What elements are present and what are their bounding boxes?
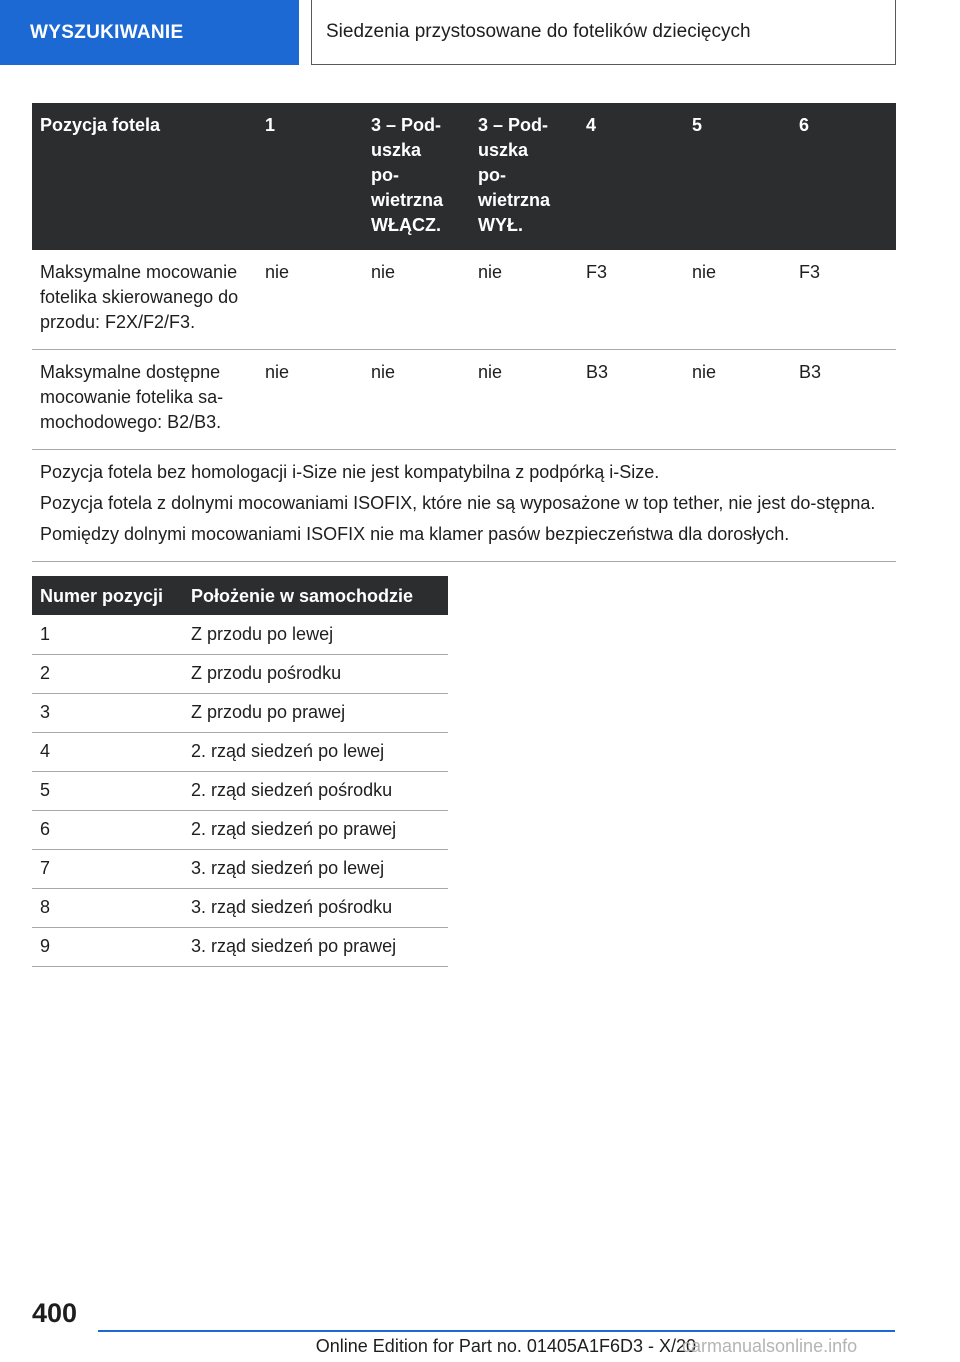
footer-divider — [98, 1330, 895, 1332]
header-cell-5: 5 — [684, 103, 791, 250]
section-title: Siedzenia przystosowane do fotelików dziecięcych — [326, 21, 751, 42]
section-title-bar — [311, 0, 896, 65]
edition-text: Online Edition for Part no. 01405A1F6D3 - X/20 — [315, 1336, 696, 1356]
header-cell-1: 1 — [257, 103, 363, 250]
position-number: 7 — [32, 849, 183, 888]
page-number: 400 — [32, 1298, 78, 1328]
position-number: 3 — [32, 693, 183, 732]
position-number: 6 — [32, 810, 183, 849]
table-cell: nie — [257, 350, 363, 450]
table-row — [32, 350, 896, 450]
position-legend-table — [32, 576, 448, 967]
row-label: Maksymalne mocowanie fotelika skierowanego do przodu: F2X/F2/F3. — [32, 250, 257, 350]
table-header-row — [32, 576, 448, 615]
position-number: 4 — [32, 732, 183, 771]
table-cell: nie — [684, 350, 791, 450]
table-header-row — [32, 103, 896, 250]
header-cell-number: Numer pozycji — [32, 576, 183, 615]
table-row — [32, 771, 448, 810]
table-row — [32, 732, 448, 771]
table-row — [32, 654, 448, 693]
table-cell: nie — [684, 250, 791, 350]
table-row — [32, 888, 448, 927]
table-cell: nie — [363, 350, 470, 450]
table-cell: B3 — [578, 350, 684, 450]
seat-compatibility-table — [32, 103, 896, 562]
header-cell-3-airbag-off: 3 – Pod- uszka po- wietrzna WYŁ. — [470, 103, 578, 250]
table-row — [32, 810, 448, 849]
position-location: Z przodu po prawej — [183, 693, 448, 732]
header-cell-location: Położenie w samochodzie — [183, 576, 448, 615]
position-location: 2. rząd siedzeń po prawej — [183, 810, 448, 849]
position-location: 2. rząd siedzeń po lewej — [183, 732, 448, 771]
notes-cell — [32, 450, 896, 562]
position-location: Z przodu po lewej — [183, 615, 448, 654]
search-tab-label: WYSZUKIWANIE — [30, 21, 184, 43]
position-number: 9 — [32, 927, 183, 966]
header-cell-6: 6 — [791, 103, 896, 250]
table-row — [32, 250, 896, 350]
position-location: 2. rząd siedzeń pośrodku — [183, 771, 448, 810]
position-location: 3. rząd siedzeń po prawej — [183, 927, 448, 966]
table-cell: F3 — [791, 250, 896, 350]
table-cell: B3 — [791, 350, 896, 450]
position-number: 8 — [32, 888, 183, 927]
table-cell: nie — [257, 250, 363, 350]
table-row — [32, 849, 448, 888]
note-text: Pozycja fotela bez homologacji i-Size nie jest kompatybilna z podpórką i-Size. — [40, 462, 660, 482]
table-row — [32, 615, 448, 654]
position-location: 3. rząd siedzeń po lewej — [183, 849, 448, 888]
search-tab-button[interactable] — [0, 0, 299, 65]
table-cell: nie — [470, 350, 578, 450]
table-cell: nie — [363, 250, 470, 350]
header-cell-position: Pozycja fotela — [32, 103, 257, 250]
header-cell-3-airbag-on: 3 – Pod- uszka po- wietrzna WŁĄCZ. — [363, 103, 470, 250]
table-row — [32, 693, 448, 732]
note-text: Pomiędzy dolnymi mocowaniami ISOFIX nie ma klamer pasów bezpieczeństwa dla dorosłych. — [40, 524, 790, 544]
position-number: 5 — [32, 771, 183, 810]
position-number: 2 — [32, 654, 183, 693]
position-location: Z przodu pośrodku — [183, 654, 448, 693]
table-cell: nie — [470, 250, 578, 350]
note-text: Pozycja fotela z dolnymi mocowaniami ISOFIX, które nie są wyposażone w top tether, nie jest do-stępna. — [40, 493, 876, 513]
watermark: carmanualsonline.info — [682, 1336, 858, 1356]
notes-row — [32, 450, 896, 562]
position-number: 1 — [32, 615, 183, 654]
table-cell: F3 — [578, 250, 684, 350]
row-label: Maksymalne dostępne mocowanie fotelika sa-mochodowego: B2/B3. — [32, 350, 257, 450]
position-location: 3. rząd siedzeń pośrodku — [183, 888, 448, 927]
table-row — [32, 927, 448, 966]
header-cell-4: 4 — [578, 103, 684, 250]
